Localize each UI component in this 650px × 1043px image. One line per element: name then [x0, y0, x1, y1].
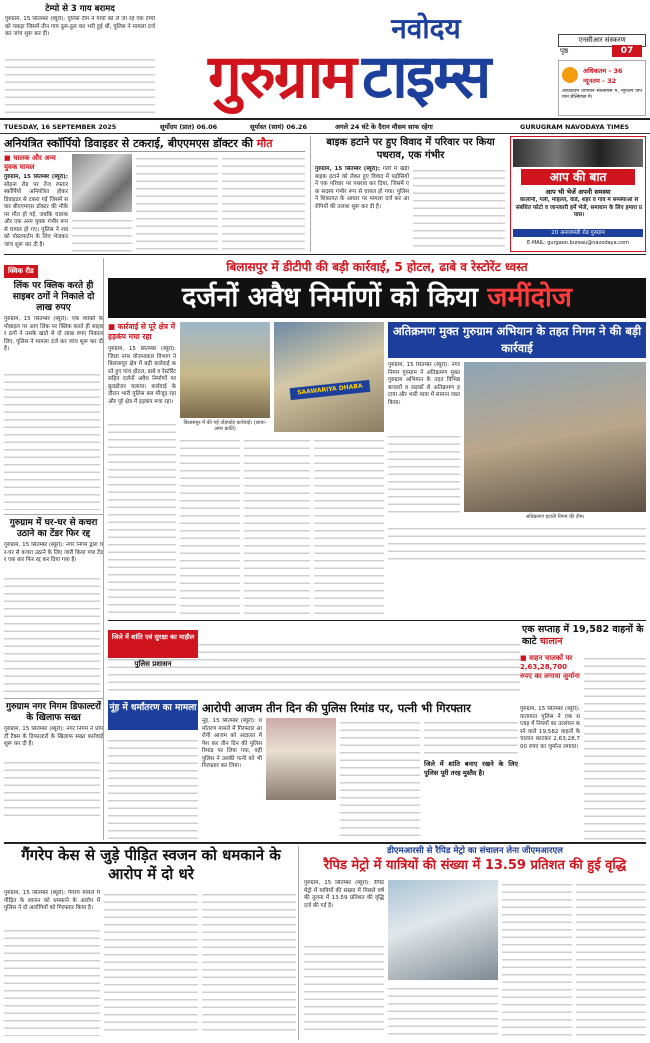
quick-item-1-body: गुरुग्राम, 15 सितम्बर (ब्यूरो): एक व्यक्ति के मोबाइल पर आए लिंक पर क्लिक करते ही साइबर ठगों ने उसके खाते से दो लाख रुपए निकाल लिए, पुलिस ने मामला दर्ज कर जांच शुरू कर दी है।: [4, 316, 103, 352]
lead-kicker: बिलासपुर में डीटीपी की बड़ी कार्रवाई, 5 होटल, ढाबे व रेस्टोरेंट ध्वस्त: [226, 260, 528, 274]
masthead-title-left: गुरुग्राम: [208, 42, 355, 112]
weather-box: [558, 60, 646, 116]
paper-name: GURUGRAM NAVODAYA TIMES: [520, 123, 630, 131]
lead-photo-officials: [180, 322, 270, 418]
remand-photo: [266, 718, 336, 800]
metro-photo: [388, 880, 498, 980]
remand-sublabel: पुलिस प्रशासन: [134, 660, 172, 668]
ad-email: E-MAIL: gurgaon.bureau@navodaya.com: [527, 240, 629, 246]
snippet-headline: टेम्पो से 3 गाय बरामद: [45, 4, 115, 14]
ad-crowd-photo: [513, 139, 643, 167]
page-label: पृष्ठ: [560, 47, 569, 55]
weather-note: अधिकतम तापमान सेल्सियस में, न्यूनतम तापमान सेल्सियस में।: [562, 89, 642, 100]
dhaba-sign: SAAWARIYA DHABA: [290, 380, 371, 400]
story-scorpio: [4, 136, 305, 252]
quick-item-1-headline: लिंक पर क्लिक करते ही साइबर ठगों ने निकाले दो लाख रुपए: [12, 281, 95, 313]
snippet-body: गुरुग्राम, 15 सितम्बर (ब्यूरो): पुलिस टीम ने गायों को ले जा रहे एक टेम्पो को पकड़ा जिसमें तीन गाय ठूस-ठूस कर भरी हुई थीं, पुलिस ने मामला दर्ज कर जांच शुरू कर दी।: [5, 16, 155, 37]
quick-read-tag: क्विक रीड: [4, 265, 38, 278]
masthead-title-right: टाइम्स: [362, 42, 490, 112]
metro-kicker: डीएमआरसी से रैपिड मेट्रो का संचालन लेना जीएमआरएल: [387, 846, 563, 856]
scorpio-subhead: ■ चालक और अन्य युवक घायल: [4, 154, 56, 171]
challan-headline: एक सप्ताह में 19,582 वाहनों के काटे चालान: [522, 624, 644, 647]
gang-body: गुरुग्राम, 15 सितम्बर (ब्यूरो): गैंगरेप मामले में पीड़ित के स्वजन को धमकाने के आरोप में पुलिस ने दो आरोपियों को गिरफ्तार किया है।: [4, 890, 100, 911]
quick-item-2-body: गुरुग्राम, 15 सितम्बर (ब्यूरो): नगर निगम द्वारा घर-घर से कचरा उठाने के लिए जारी किया गया टेंडर एक बार फिर रद्द कर दिया गया है।: [4, 542, 103, 563]
gang-story: [4, 846, 299, 1040]
masthead: [0, 0, 650, 120]
date: TUESDAY, 16 SEPTEMBER 2025: [4, 123, 117, 131]
remand-body: नूंह, 15 सितम्बर (ब्यूरो): धर्मांतरण मामले में गिरफ्तार आरोपी आजम को अदालत में पेश कर तीन दिन की पुलिस रिमांड पर लिया गया, वहीं पुलिस ने उसकी पत्नी को भी गिरफ्तार कर लिया।: [202, 718, 262, 769]
sunrise: सूर्योदय (प्रात) 06.06: [160, 123, 218, 131]
metro-headline: रैपिड मेट्रो में यात्रियों की संख्या में 13.59 प्रतिशत की हुई वृद्धि: [323, 858, 627, 873]
edition-label: एनसीआर संस्करण: [558, 34, 646, 47]
quick-item-2-headline: गुरुग्राम में घर-घर से कचरा उठाने का टेंडर फिर रद्द: [4, 514, 103, 540]
bike-body: गुरुग्राम, 15 सितम्बर (ब्यूरो): गली में खड़ी बाइक हटाने को लेकर हुए विवाद में पड़ोसियों ने एक परिवार पर पथराव कर दिया, जिसमें एक सदस्य गंभीर रूप से घायल हो गया। पुलिस ने शिकायत के आधार पर मामला दर्ज कर आरोपियों की तलाश शुरू कर दी है।: [315, 166, 409, 210]
scorpio-photo: [72, 154, 132, 212]
scorpio-headline: अनियंत्रित स्कॉर्पियो डिवाइडर से टकराई, बीएएमएस डॉक्टर की मौत: [4, 136, 305, 152]
bike-headline: बाइक हटाने पर हुए विवाद में परिवार पर किया पथराव, एक गंभीर: [326, 137, 495, 161]
weather-max: अधिकतम - 36: [583, 67, 623, 75]
metro-body: गुरुग्राम, 15 सितम्बर (ब्यूरो): रैपिड मेट्रो में यात्रियों की संख्या में पिछले वर्ष की तुलना में 13.59 प्रतिशत की वृद्धि दर्ज की गई है।: [304, 880, 384, 909]
campaign-body: गुरुग्राम, 15 सितम्बर (ब्यूरो): नगर निगम गुरुग्राम ने अतिक्रमण मुक्त गुरुग्राम अभियान के तहत विभिन्न बाजारों व सड़कों से अतिक्रमण हटाया और भारी मात्रा में सामान जब्त किया।: [388, 362, 460, 406]
quick-item-3-headline: गुरुग्राम नगर निगम डिफाल्टरों के खिलाफ सख्त: [4, 698, 103, 724]
challan-subhead: ■ वाहन चालकों पर 2,63,28,700 रुपए का लगाया जुर्माना: [520, 654, 580, 680]
dateline-bar: [0, 121, 650, 134]
weather-forecast: अगले 24 घंटे के दैरान मौसम साफ रहेगा: [335, 123, 433, 131]
quick-read-sidebar: [4, 258, 104, 840]
ad-title: आप की बात: [521, 169, 635, 185]
lead-photo-caption: बिलासपुर में की गई तोड़फोड़ कार्रवाई। (छाया-अमर क्रांति): [183, 420, 267, 432]
top-left-snippet: [5, 3, 155, 116]
campaign-headline: अतिक्रमण मुक्त गुरुग्राम अभियान के तहत निगम ने की बड़ी कार्रवाई: [388, 322, 646, 358]
metro-story: [304, 846, 646, 1040]
page-number: 07: [612, 45, 642, 57]
remand-quote: जिले में शांति बनाए रखने के लिए पुलिस पूरी तरह मुस्तैद है।: [424, 760, 518, 777]
challan-body: गुरुग्राम, 15 सितम्बर (ब्यूरो): यातायात पुलिस ने एक सप्ताह में नियमों का उल्लंघन करने वाले 19,582 वाहनों के चालान काटकर 2,63,28,700 रुपए का जुर्माना लगाया।: [520, 706, 580, 750]
campaign-caption: अतिक्रमण हटाती निगम की टीम।: [525, 514, 585, 520]
weather-min: न्यूनतम - 32: [583, 77, 617, 85]
ad-contact: 20 अनाजमंडी रोड गुरुग्राम: [513, 229, 643, 237]
sunset: सूर्यास्त (सायं) 06.26: [250, 123, 307, 131]
scorpio-body: गुरुग्राम, 15 सितम्बर (ब्यूरो): सोहना रोड पर तेज रफ्तार स्कॉर्पियो अनियंत्रित होकर डिवाइडर से टकरा गई जिसमें सवार बीएएमएस डॉक्टर की मौके पर मौत हो गई, जबकि चालक और एक अन्य युवक गंभीर रूप से घायल हो गए। पुलिस ने शव को पोस्टमार्टम के लिए भेजकर जांच शुरू कर दी है।: [4, 174, 68, 248]
sun-icon: [562, 67, 578, 83]
lead-subtag: ■ कार्रवाई से पूरे क्षेत्र में हड़कंप मचा रहा: [108, 322, 176, 341]
ad-box: [510, 136, 646, 252]
ad-body: कालोनी, गली, मोहल्ले, वार्ड, शहर व गांव में समस्याओं से संबंधित फोटो व जानकारी हमें भेजें, समाधान के लिए हमारा प्रयास।: [515, 197, 643, 218]
lead-headline: दर्जनों अवैध निर्माणों को किया जमींदोज: [108, 278, 646, 318]
lead-body: गुरुग्राम, 15 सितम्बर (ब्यूरो): जिला नगर योजनाकार विभाग ने बिलासपुर क्षेत्र में बड़ी कार्रवाई करते हुए पांच होटल, ढाबे व रेस्टोरेंट सहित दर्जनों अवैध निर्माणों पर बुलडोजर चलाया। कार्रवाई के दौरान भारी पुलिस बल मौजूद रहा और पूरे क्षेत्र में हड़कंप मचा रहा।: [108, 346, 176, 405]
ad-subtitle: आप भी भेजें अपनी समस्या: [545, 188, 611, 196]
remand-label: जिले में शांति एवं सुरक्षा का माहौल: [108, 630, 198, 658]
religion-headline: नूंह में धर्मांतरण का मामला: [108, 700, 198, 730]
brand-badge: नवोदय: [391, 12, 461, 45]
lead-photo-dhaba: [274, 322, 384, 432]
section-divider: [4, 254, 646, 255]
gang-headline: गैंगरेप केस से जुड़े पीड़ित स्वजन को धमकाने के आरोप में दो धरे: [21, 846, 281, 883]
campaign-photo: [464, 362, 646, 512]
quick-item-3-body: गुरुग्राम, 15 सितम्बर (ब्यूरो): नगर निगम ने प्रॉपर्टी टैक्स के डिफाल्टरों के खिलाफ सख्त कार्रवाई शुरू कर दी है।: [4, 726, 103, 747]
story-bike: [310, 136, 506, 252]
remand-headline: आरोपी आजम तीन दिन की पुलिस रिमांड पर, पत्नी भी गिरफ्तार: [202, 701, 471, 715]
